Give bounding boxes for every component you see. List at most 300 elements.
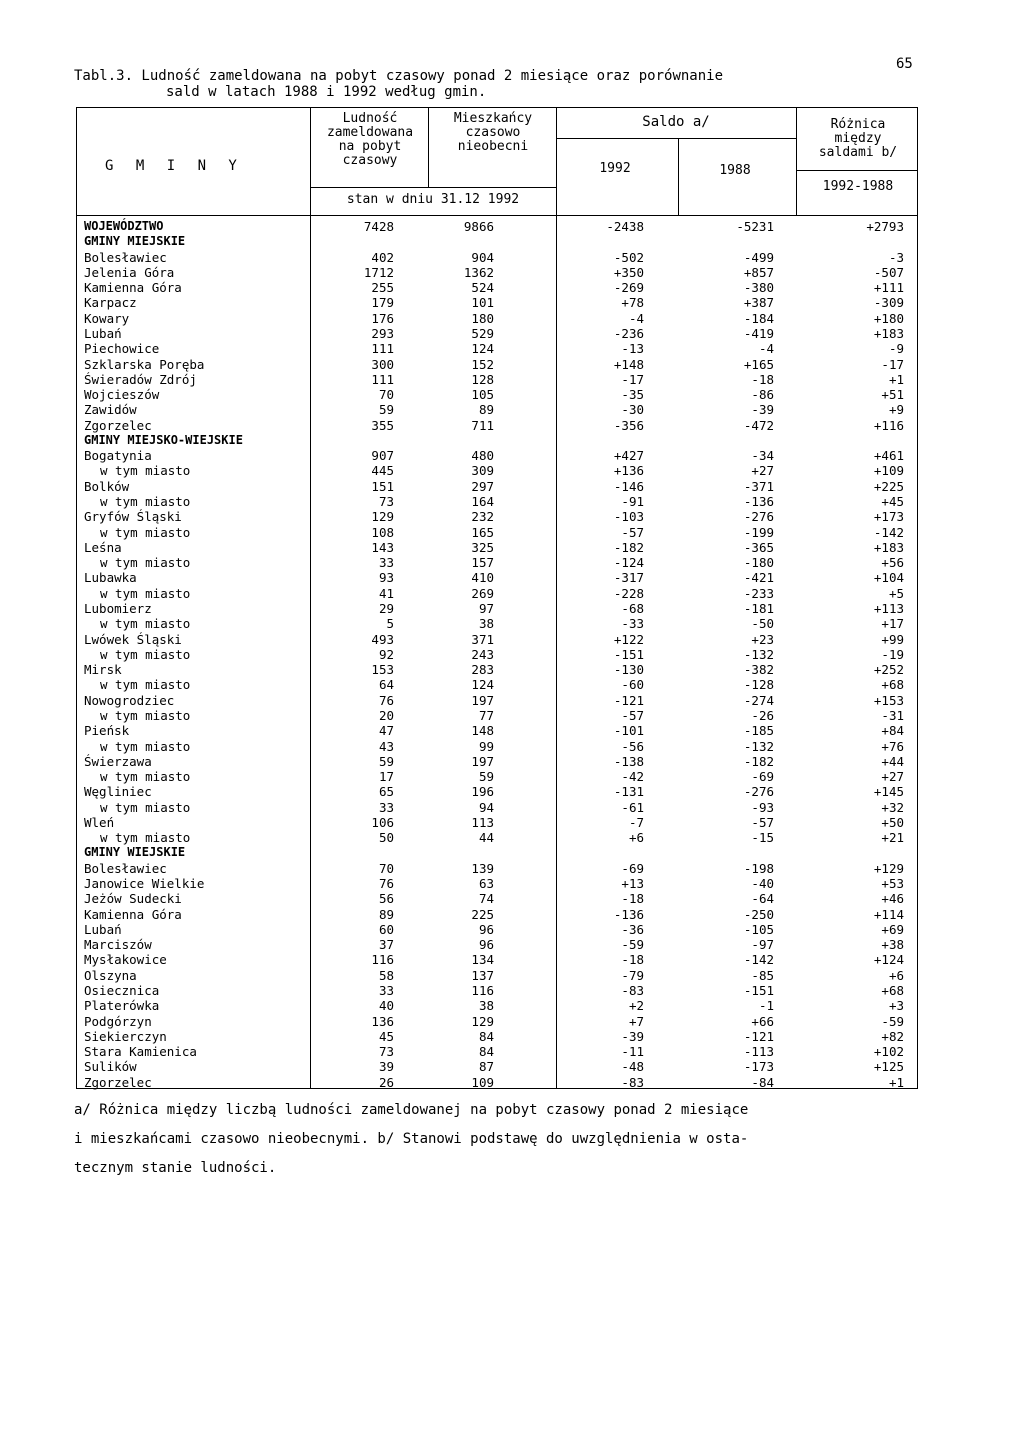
cell-col-5: +69: [881, 921, 904, 937]
row-name: Pieńsk: [84, 723, 130, 739]
cell-col-3: -2438: [606, 219, 644, 234]
cell-col-4: +387: [743, 295, 774, 311]
row-name: Bolesławiec: [84, 249, 167, 265]
cell-col-5: +53: [881, 876, 904, 892]
cell-col-4: -250: [743, 906, 774, 922]
cell-col-1: 70: [378, 387, 394, 403]
row-name: Janowice Wielkie: [84, 876, 205, 892]
row-name: Podgórzyn: [84, 1013, 152, 1029]
row-name: w tym miasto: [100, 677, 191, 693]
cell-col-4: -382: [743, 662, 774, 678]
cell-col-1: 58: [378, 967, 394, 983]
row-name: Świeradów Zdrój: [84, 371, 197, 387]
cell-col-3: -33: [621, 616, 644, 632]
footnote-line-1: a/ Różnica między liczbą ludności zameldowanej na pobyt czasowy ponad 2 miesiące: [74, 1102, 749, 1118]
cell-col-2: 109: [471, 1074, 494, 1090]
cell-col-1: 73: [378, 494, 394, 510]
cell-col-5: +76: [881, 738, 904, 754]
cell-col-3: -18: [621, 891, 644, 907]
cell-col-4: -276: [743, 784, 774, 800]
cell-col-3: +427: [613, 448, 644, 464]
row-name: Bogatynia: [84, 448, 152, 464]
cell-col-2: 1362: [463, 264, 494, 280]
row-name: w tym miasto: [100, 555, 191, 571]
row-name: Platerówka: [84, 998, 160, 1014]
cell-col-2: 101: [471, 295, 494, 311]
cell-col-4: -181: [743, 601, 774, 616]
row-name: Lubawka: [84, 570, 137, 586]
cell-col-4: -132: [743, 646, 774, 662]
cell-col-2: 904: [471, 249, 494, 265]
cell-col-1: 129: [371, 509, 394, 525]
header-roznica-l3: saldami b/: [818, 145, 898, 160]
cell-col-3: +136: [613, 463, 644, 479]
cell-col-5: +145: [873, 784, 904, 800]
cell-col-1: 89: [378, 906, 394, 922]
cell-col-3: +7: [628, 1013, 644, 1029]
cell-col-3: +122: [613, 631, 644, 647]
cell-col-1: 136: [371, 1013, 394, 1029]
divider-stan: [310, 187, 556, 188]
cell-col-2: 124: [471, 341, 494, 357]
cell-col-1: 29: [378, 601, 394, 616]
cell-col-4: -421: [743, 570, 774, 586]
cell-col-1: 179: [371, 295, 394, 311]
cell-col-2: 99: [478, 738, 494, 754]
cell-col-4: -105: [743, 921, 774, 937]
row-name: w tym miasto: [100, 738, 191, 754]
cell-col-1: 64: [378, 677, 394, 693]
cell-col-1: 106: [371, 814, 394, 830]
cell-col-5: -59: [881, 1013, 904, 1029]
cell-col-3: -146: [613, 478, 644, 494]
cell-col-1: 108: [371, 524, 394, 540]
cell-col-3: -136: [613, 906, 644, 922]
row-name: w tym miasto: [100, 830, 191, 846]
cell-col-3: -59: [621, 937, 644, 953]
cell-col-1: 907: [371, 448, 394, 464]
cell-col-5: -17: [881, 356, 904, 372]
cell-col-5: +50: [881, 814, 904, 830]
row-name: GMINY MIEJSKIE: [84, 234, 186, 249]
divider-ludnosc: [428, 107, 429, 187]
cell-col-3: -131: [613, 784, 644, 800]
cell-col-3: -4: [628, 310, 644, 326]
cell-col-2: 87: [478, 1059, 494, 1075]
cell-col-1: 116: [371, 952, 394, 968]
cell-col-2: 128: [471, 371, 494, 387]
cell-col-1: 40: [378, 998, 394, 1014]
cell-col-3: -17: [621, 371, 644, 387]
cell-col-2: 232: [471, 509, 494, 525]
cell-col-3: +6: [628, 830, 644, 846]
cell-col-5: -31: [881, 707, 904, 723]
row-name: w tym miasto: [100, 463, 191, 479]
cell-col-1: 45: [378, 1028, 394, 1044]
row-name: Marciszów: [84, 937, 152, 953]
cell-col-2: 9866: [463, 219, 494, 234]
row-name: Jelenia Góra: [84, 264, 175, 280]
cell-col-5: -309: [873, 295, 904, 311]
row-name: GMINY MIEJSKO-WIEJSKIE: [84, 432, 243, 447]
cell-col-3: -42: [621, 769, 644, 785]
cell-col-3: -18: [621, 952, 644, 968]
cell-col-2: 711: [471, 417, 494, 433]
cell-col-5: +3: [888, 998, 904, 1014]
cell-col-1: 33: [378, 555, 394, 571]
cell-col-3: -61: [621, 799, 644, 815]
cell-col-4: -5231: [736, 219, 774, 234]
footnote-line-2: i mieszkańcami czasowo nieobecnymi. b/ Stanowi podstawę do uwzględnienia w osta-: [74, 1131, 749, 1147]
cell-col-1: 355: [371, 417, 394, 433]
cell-col-2: 410: [471, 570, 494, 586]
row-name: Wleń: [84, 814, 115, 830]
cell-col-2: 97: [478, 601, 494, 616]
cell-col-4: -93: [751, 799, 774, 815]
row-name: Lubań: [84, 921, 122, 937]
header-ludnosc-l2: zameldowana: [326, 125, 414, 140]
cell-col-1: 76: [378, 692, 394, 708]
cell-col-3: +148: [613, 356, 644, 372]
cell-col-5: +38: [881, 937, 904, 953]
cell-col-5: +5: [888, 585, 904, 601]
row-name: Kamienna Góra: [84, 906, 182, 922]
header-ludnosc: [312, 112, 428, 168]
cell-col-5: +104: [873, 570, 904, 586]
cell-col-2: 139: [471, 860, 494, 876]
cell-col-1: 43: [378, 738, 394, 754]
cell-col-4: +857: [743, 264, 774, 280]
cell-col-2: 197: [471, 753, 494, 769]
cell-col-3: +78: [621, 295, 644, 311]
row-name: w tym miasto: [100, 646, 191, 662]
cell-col-4: -180: [743, 555, 774, 571]
cell-col-2: 165: [471, 524, 494, 540]
cell-col-3: -57: [621, 524, 644, 540]
cell-col-5: -3: [888, 249, 904, 265]
header-saldo-1992: 1992: [599, 161, 631, 176]
cell-col-1: 39: [378, 1059, 394, 1075]
cell-col-5: +82: [881, 1028, 904, 1044]
row-name: w tym miasto: [100, 585, 191, 601]
row-name: Nowogrodziec: [84, 692, 175, 708]
cell-col-4: -1: [758, 998, 774, 1014]
cell-col-2: 124: [471, 677, 494, 693]
cell-col-1: 176: [371, 310, 394, 326]
cell-col-3: -69: [621, 860, 644, 876]
row-name: Bolków: [84, 478, 130, 494]
row-name: Jeżów Sudecki: [84, 891, 182, 907]
cell-col-2: 84: [478, 1044, 494, 1060]
cell-col-4: -34: [751, 448, 774, 464]
row-name: Kowary: [84, 310, 130, 326]
cell-col-2: 164: [471, 494, 494, 510]
cell-col-1: 37: [378, 937, 394, 953]
cell-col-2: 89: [478, 402, 494, 418]
cell-col-5: +102: [873, 1044, 904, 1060]
cell-col-1: 65: [378, 784, 394, 800]
cell-col-2: 243: [471, 646, 494, 662]
row-name: Zgorzelec: [84, 417, 152, 433]
cell-col-1: 60: [378, 921, 394, 937]
cell-col-3: -130: [613, 662, 644, 678]
cell-col-5: +124: [873, 952, 904, 968]
cell-col-5: +111: [873, 280, 904, 296]
title-line-1: Tabl.3. Ludność zameldowana na pobyt czasowy ponad 2 miesiące oraz porównanie: [74, 68, 724, 84]
row-name: Piechowice: [84, 341, 160, 357]
cell-col-3: -502: [613, 249, 644, 265]
cell-col-2: 309: [471, 463, 494, 479]
cell-col-1: 59: [378, 402, 394, 418]
cell-col-3: -13: [621, 341, 644, 357]
cell-col-1: 143: [371, 539, 394, 555]
row-name: Mirsk: [84, 662, 122, 678]
cell-col-5: +2793: [866, 219, 904, 234]
cell-col-1: 111: [371, 371, 394, 387]
cell-col-3: -317: [613, 570, 644, 586]
cell-col-4: -121: [743, 1028, 774, 1044]
header-ludnosc-l4: czasowy: [342, 153, 398, 168]
row-name: GMINY WIEJSKIE: [84, 845, 186, 860]
cell-col-5: +68: [881, 677, 904, 693]
cell-col-3: -35: [621, 387, 644, 403]
cell-col-4: -184: [743, 310, 774, 326]
cell-col-2: 44: [478, 830, 494, 846]
cell-col-3: +350: [613, 264, 644, 280]
cell-col-2: 283: [471, 662, 494, 678]
row-name: Świerzawa: [84, 753, 152, 769]
cell-col-4: -136: [743, 494, 774, 510]
cell-col-5: +27: [881, 769, 904, 785]
cell-col-5: +56: [881, 555, 904, 571]
page-number: 65: [896, 56, 913, 72]
cell-col-3: -269: [613, 280, 644, 296]
cell-col-3: -228: [613, 585, 644, 601]
cell-col-2: 94: [478, 799, 494, 815]
cell-col-2: 96: [478, 937, 494, 953]
cell-col-2: 105: [471, 387, 494, 403]
cell-col-1: 93: [378, 570, 394, 586]
cell-col-2: 63: [478, 876, 494, 892]
header-roznica: [798, 118, 918, 160]
cell-col-3: -36: [621, 921, 644, 937]
cell-col-4: -132: [743, 738, 774, 754]
cell-col-5: +461: [873, 448, 904, 464]
cell-col-5: +46: [881, 891, 904, 907]
cell-col-2: 137: [471, 967, 494, 983]
cell-col-5: +68: [881, 983, 904, 998]
cell-col-1: 76: [378, 876, 394, 892]
cell-col-2: 116: [471, 983, 494, 998]
header-ludnosc-l3: na pobyt: [338, 139, 402, 154]
row-name: Lubań: [84, 325, 122, 341]
header-saldo: Saldo a/: [642, 114, 710, 130]
cell-col-5: +173: [873, 509, 904, 525]
row-name: w tym miasto: [100, 707, 191, 723]
cell-col-4: -57: [751, 814, 774, 830]
row-name: Lwówek Śląski: [84, 631, 182, 647]
cell-col-4: -419: [743, 325, 774, 341]
cell-col-2: 96: [478, 921, 494, 937]
cell-col-4: -128: [743, 677, 774, 693]
header-saldo-1988: 1988: [719, 163, 751, 178]
cell-col-3: -151: [613, 646, 644, 662]
row-name: Olszyna: [84, 967, 137, 983]
cell-col-4: -15: [751, 830, 774, 846]
cell-col-2: 152: [471, 356, 494, 372]
cell-col-2: 371: [471, 631, 494, 647]
header-mieszkancy: [430, 112, 556, 154]
cell-col-4: -97: [751, 937, 774, 953]
cell-col-1: 92: [378, 646, 394, 662]
cell-col-5: +109: [873, 463, 904, 479]
cell-col-1: 33: [378, 799, 394, 815]
cell-col-3: -57: [621, 707, 644, 723]
divider-gminy: [310, 107, 311, 1089]
cell-col-1: 56: [378, 891, 394, 907]
header-gminy: G M I N Y: [105, 158, 244, 174]
cell-col-5: +1: [888, 1074, 904, 1090]
cell-col-4: -39: [751, 402, 774, 418]
cell-col-1: 20: [378, 707, 394, 723]
cell-col-5: +44: [881, 753, 904, 769]
cell-col-2: 225: [471, 906, 494, 922]
cell-col-3: -79: [621, 967, 644, 983]
cell-col-3: -91: [621, 494, 644, 510]
cell-col-5: +116: [873, 417, 904, 433]
cell-col-1: 293: [371, 325, 394, 341]
cell-col-3: +13: [621, 876, 644, 892]
header-roznica-l2: między: [834, 131, 882, 146]
cell-col-5: +113: [873, 601, 904, 616]
cell-col-4: -233: [743, 585, 774, 601]
row-name: w tym miasto: [100, 524, 191, 540]
cell-col-5: +153: [873, 692, 904, 708]
cell-col-5: +51: [881, 387, 904, 403]
cell-col-2: 77: [478, 707, 494, 723]
cell-col-4: -185: [743, 723, 774, 739]
cell-col-1: 50: [378, 830, 394, 846]
header-mieszkancy-l2: czasowo: [465, 125, 521, 140]
row-name: w tym miasto: [100, 769, 191, 785]
cell-col-4: -26: [751, 707, 774, 723]
cell-col-2: 269: [471, 585, 494, 601]
cell-col-4: -18: [751, 371, 774, 387]
cell-col-4: -142: [743, 952, 774, 968]
cell-col-2: 38: [478, 998, 494, 1014]
cell-col-1: 445: [371, 463, 394, 479]
cell-col-1: 41: [378, 585, 394, 601]
cell-col-1: 402: [371, 249, 394, 265]
header-mieszkancy-l3: nieobecni: [457, 139, 529, 154]
cell-col-1: 300: [371, 356, 394, 372]
cell-col-4: -4: [758, 341, 774, 357]
cell-col-4: -499: [743, 249, 774, 265]
row-name: w tym miasto: [100, 616, 191, 632]
header-bottom-line: [76, 215, 918, 216]
row-name: Sulików: [84, 1059, 137, 1075]
row-name: Leśna: [84, 539, 122, 555]
cell-col-2: 180: [471, 310, 494, 326]
cell-col-3: -68: [621, 601, 644, 616]
cell-col-4: -85: [751, 967, 774, 983]
cell-col-3: -124: [613, 555, 644, 571]
cell-col-4: -173: [743, 1059, 774, 1075]
cell-col-1: 73: [378, 1044, 394, 1060]
cell-col-3: -56: [621, 738, 644, 754]
table-title: [74, 68, 723, 100]
cell-col-5: +6: [888, 967, 904, 983]
cell-col-4: +66: [751, 1013, 774, 1029]
cell-col-3: -11: [621, 1044, 644, 1060]
cell-col-5: +99: [881, 631, 904, 647]
cell-col-2: 157: [471, 555, 494, 571]
row-name: w tym miasto: [100, 494, 191, 510]
cell-col-2: 113: [471, 814, 494, 830]
divider-roznica-years: [796, 170, 918, 171]
cell-col-3: -48: [621, 1059, 644, 1075]
cell-col-1: 47: [378, 723, 394, 739]
cell-col-4: -84: [751, 1074, 774, 1090]
cell-col-5: +17: [881, 616, 904, 632]
cell-col-4: -198: [743, 860, 774, 876]
cell-col-3: -236: [613, 325, 644, 341]
cell-col-3: -83: [621, 1074, 644, 1090]
cell-col-4: -276: [743, 509, 774, 525]
cell-col-4: -199: [743, 524, 774, 540]
cell-col-3: -60: [621, 677, 644, 693]
cell-col-5: +183: [873, 539, 904, 555]
cell-col-5: +129: [873, 860, 904, 876]
row-name: Kamienna Góra: [84, 280, 182, 296]
row-name: Lubomierz: [84, 601, 152, 616]
row-name: Mysłakowice: [84, 952, 167, 968]
cell-col-5: -19: [881, 646, 904, 662]
cell-col-1: 493: [371, 631, 394, 647]
row-name: Karpacz: [84, 295, 137, 311]
cell-col-5: +183: [873, 325, 904, 341]
cell-col-4: -86: [751, 387, 774, 403]
divider-roznica: [796, 107, 797, 215]
footnote-line-3: tecznym stanie ludności.: [74, 1160, 277, 1176]
cell-col-5: +180: [873, 310, 904, 326]
row-name: Gryfów Śląski: [84, 509, 182, 525]
cell-col-2: 134: [471, 952, 494, 968]
cell-col-1: 151: [371, 478, 394, 494]
row-name: w tym miasto: [100, 799, 191, 815]
cell-col-5: -142: [873, 524, 904, 540]
header-mieszkancy-l1: Mieszkańcy: [453, 111, 533, 126]
row-name: Stara Kamienica: [84, 1044, 197, 1060]
cell-col-2: 59: [478, 769, 494, 785]
cell-col-1: 26: [378, 1074, 394, 1090]
cell-col-5: +225: [873, 478, 904, 494]
cell-col-3: -138: [613, 753, 644, 769]
cell-col-2: 148: [471, 723, 494, 739]
cell-col-1: 255: [371, 280, 394, 296]
cell-col-1: 17: [378, 769, 394, 785]
cell-col-2: 74: [478, 891, 494, 907]
cell-col-2: 297: [471, 478, 494, 494]
cell-col-5: +1: [888, 371, 904, 387]
cell-col-4: -69: [751, 769, 774, 785]
cell-col-4: -371: [743, 478, 774, 494]
row-name: Osiecznica: [84, 983, 160, 998]
header-stan: stan w dniu 31.12 1992: [346, 192, 520, 207]
cell-col-4: +23: [751, 631, 774, 647]
footnotes: [74, 1096, 914, 1183]
header-ludnosc-l1: Ludność: [342, 111, 398, 126]
